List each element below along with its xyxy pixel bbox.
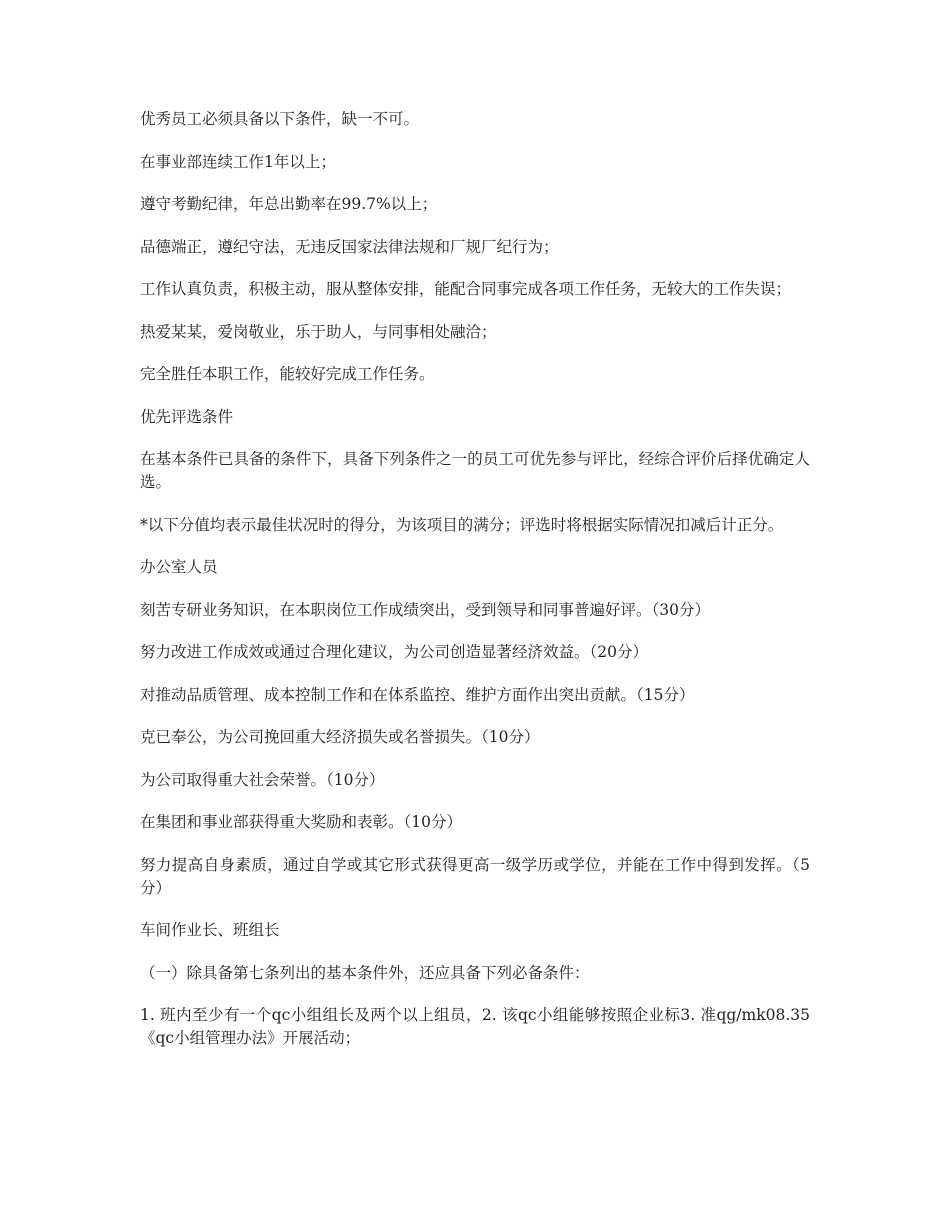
paragraph-workshop-requirement: （一）除具备第七条列出的基本条件外，还应具备下列必备条件： — [140, 963, 590, 982]
paragraph-condition-diligence: 工作认真负责，积极主动，服从整体安排，能配合同事完成各项工作任务，无较大的工作失误； — [140, 280, 792, 298]
paragraph-condition-dedication: 热爱某某，爱岗敬业，乐于助人，与同事相处融洽； — [140, 322, 497, 341]
paragraph-office-item-5: 为公司取得重大社会荣誉。（10分） — [140, 770, 385, 789]
paragraph-office-item-2: 努力改进工作成效或通过合理化建议，为公司创造显著经济效益。（20分） — [140, 643, 648, 661]
paragraph-priority-description: 在基本条件已具备的条件下，具备下列条件之一的员工可优先参与评比，经综合评价后择优确定人选。 — [140, 450, 810, 491]
paragraph-office-item-6: 在集团和事业部获得重大奖励和表彰。（10分） — [140, 813, 462, 831]
paragraph-workshop-qc-group: 1. 班内至少有一个qc小组组长及两个以上组员，2. 该qc小组能够按照企业标3. 准qg/mk08.35《qc小组管理办法》开展活动； — [140, 1006, 810, 1047]
paragraph-condition-competence: 完全胜任本职工作，能较好完成工作任务。 — [140, 365, 435, 383]
paragraph-intro: 优秀员工必须具备以下条件，缺一不可。 — [140, 110, 420, 128]
document-body — [140, 108, 810, 1070]
paragraph-condition-attendance: 遵守考勤纪律，年总出勤率在99.7%以上； — [140, 195, 438, 213]
paragraph-scoring-note: *以下分值均表示最佳状况时的得分，为该项目的满分；评选时将根据实际情况扣减后计正分。 — [140, 515, 784, 534]
paragraph-office-item-4: 克已奉公，为公司挽回重大经济损失或名誉损失。（10分） — [140, 728, 540, 746]
section-heading-workshop-leaders: 车间作业长、班组长 — [140, 921, 280, 939]
section-heading-priority: 优先评选条件 — [140, 407, 234, 426]
paragraph-office-item-3: 对推动品质管理、成本控制工作和在体系监控、维护方面作出突出贡献。（15分） — [140, 685, 695, 704]
paragraph-condition-tenure: 在事业部连续工作1年以上； — [140, 152, 336, 171]
paragraph-condition-conduct: 品德端正，遵纪守法，无违反国家法律法规和厂规厂纪行为； — [140, 237, 559, 256]
paragraph-office-item-1: 刻苦专研业务知识，在本职岗位工作成绩突出，受到领导和同事普遍好评。（30分） — [140, 600, 710, 619]
section-heading-office-staff: 办公室人员 — [140, 558, 218, 576]
paragraph-office-item-7: 努力提高自身素质，通过自学或其它形式获得更高一级学历或学位，并能在工作中得到发挥。（5分） — [140, 855, 810, 897]
